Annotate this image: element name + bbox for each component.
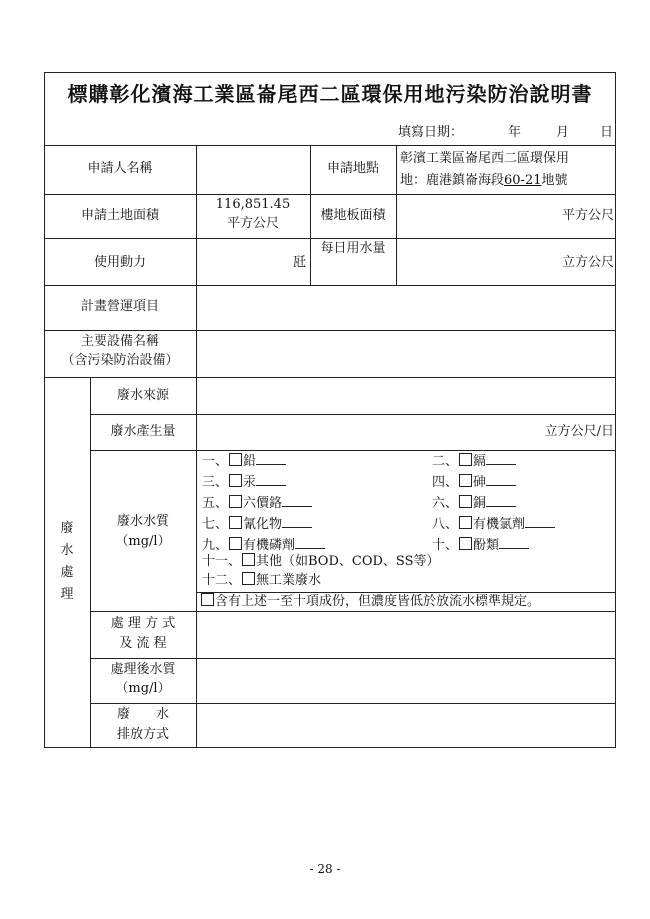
section-char: 廢 [60,521,74,536]
page-number: - 28 - [309,862,341,876]
checkbox-item-other: 十一、 其他（如BOD、COD、SS等） [202,554,440,569]
form-title: 標購彰化濱海工業區崙尾西二區環保用地污染防治說明書 [67,82,593,106]
wastewater-volume-unit: 立方公尺/日 [544,424,614,439]
location-suffix: 地號 [541,173,568,188]
section-char: 水 [60,543,74,558]
checkbox-item-organophosphate: 九、 有機磷劑 [202,537,325,555]
checkbox-item-organochlorine: 八、 有機氯劑 [432,516,555,534]
wastewater-source-label: 廢水來源 [116,388,169,403]
location-lot-number: 60-21 [504,173,542,188]
row-divider [90,414,616,415]
checkbox-item-no-industrial-wastewater: 十二、 無工業廢水 [202,573,322,588]
fill-date-month: 月 [556,125,570,140]
land-area-label: 申請土地面積 [80,208,159,223]
wastewater-quality-label: 廢水水質 [116,514,169,529]
checkbox[interactable] [459,537,472,550]
checkbox[interactable] [201,593,214,606]
section-char: 理 [60,587,74,602]
checkbox-item-cyanide: 七、 氰化物 [202,516,312,534]
checkbox-item-lead: 一、 鉛 [202,453,286,471]
checkbox[interactable] [242,553,255,566]
checkbox-item-phenols: 十、 酚類 [432,537,529,555]
location-label: 申請地點 [326,161,379,176]
treatment-method-label: 處 理 方 式 [110,616,176,631]
row-divider [44,377,616,378]
row-divider [90,450,616,451]
land-area-value: 116,851.45 [215,197,291,212]
floor-area-label: 樓地板面積 [320,208,386,223]
fill-date-year: 年 [508,125,522,140]
checkbox[interactable] [229,474,242,487]
checkbox-item-copper: 六、 銅 [432,495,516,513]
location-value-line1: 彰濱工業區崙尾西二區環保用 [400,151,570,166]
checkbox[interactable] [459,495,472,508]
applicant-name-label: 申請人名稱 [87,161,153,176]
wastewater-volume-label: 廢水產生量 [110,424,176,439]
section-char: 處 [60,565,74,580]
row-divider [44,145,616,146]
checkbox[interactable] [459,453,472,466]
fill-date-label: 填寫日期： [398,125,464,140]
checkbox[interactable] [459,516,472,529]
equipment-label-sub: （含污染防治設備） [61,353,179,368]
power-label: 使用動力 [93,255,146,270]
discharge-method-label: 排放方式 [116,727,169,742]
row-divider [90,658,616,659]
land-area-unit: 平方公尺 [226,216,279,231]
row-divider [90,611,616,612]
wastewater-quality-unit: （mg/l） [115,534,171,549]
fill-date-day: 日 [600,125,614,140]
checkbox-item-mercury: 三、 汞 [202,474,286,492]
checkbox-item-arsenic: 四、 砷 [432,474,516,492]
checkbox[interactable] [459,474,472,487]
treated-quality-unit: （mg/l） [115,681,171,696]
operation-items-label: 計畫營運項目 [80,299,159,314]
checkbox-item-cadmium: 二、 鎘 [432,453,516,471]
treatment-flow-label: 及 流 程 [119,636,167,651]
location-prefix: 地：鹿港鎮崙海段 [400,173,505,188]
row-divider [44,330,616,331]
wastewater-section-label [59,518,75,606]
checkbox[interactable] [229,516,242,529]
checkbox[interactable] [229,453,242,466]
checkbox[interactable] [229,537,242,550]
treated-quality-label: 處理後水質 [110,662,176,677]
row-divider [90,703,616,704]
checkbox[interactable] [229,495,242,508]
checkbox-item-below-standard: 含有上述一至十項成份，但濃度皆低於放流水標準規定。 [200,593,540,611]
discharge-label: 廢 水 [116,707,169,722]
checkbox[interactable] [242,572,255,585]
power-unit: 瓩 [292,255,306,270]
equipment-label: 主要設備名稱 [80,334,159,349]
daily-water-unit: 立方公尺 [561,255,614,270]
checkbox-item-chromium: 五、 六價鉻 [202,495,312,513]
floor-area-unit: 平方公尺 [561,208,614,223]
location-value-line2 [400,172,568,190]
row-divider [44,238,616,239]
daily-water-label: 每日用水量 [320,241,386,256]
row-divider [44,194,616,195]
row-divider [44,285,616,286]
